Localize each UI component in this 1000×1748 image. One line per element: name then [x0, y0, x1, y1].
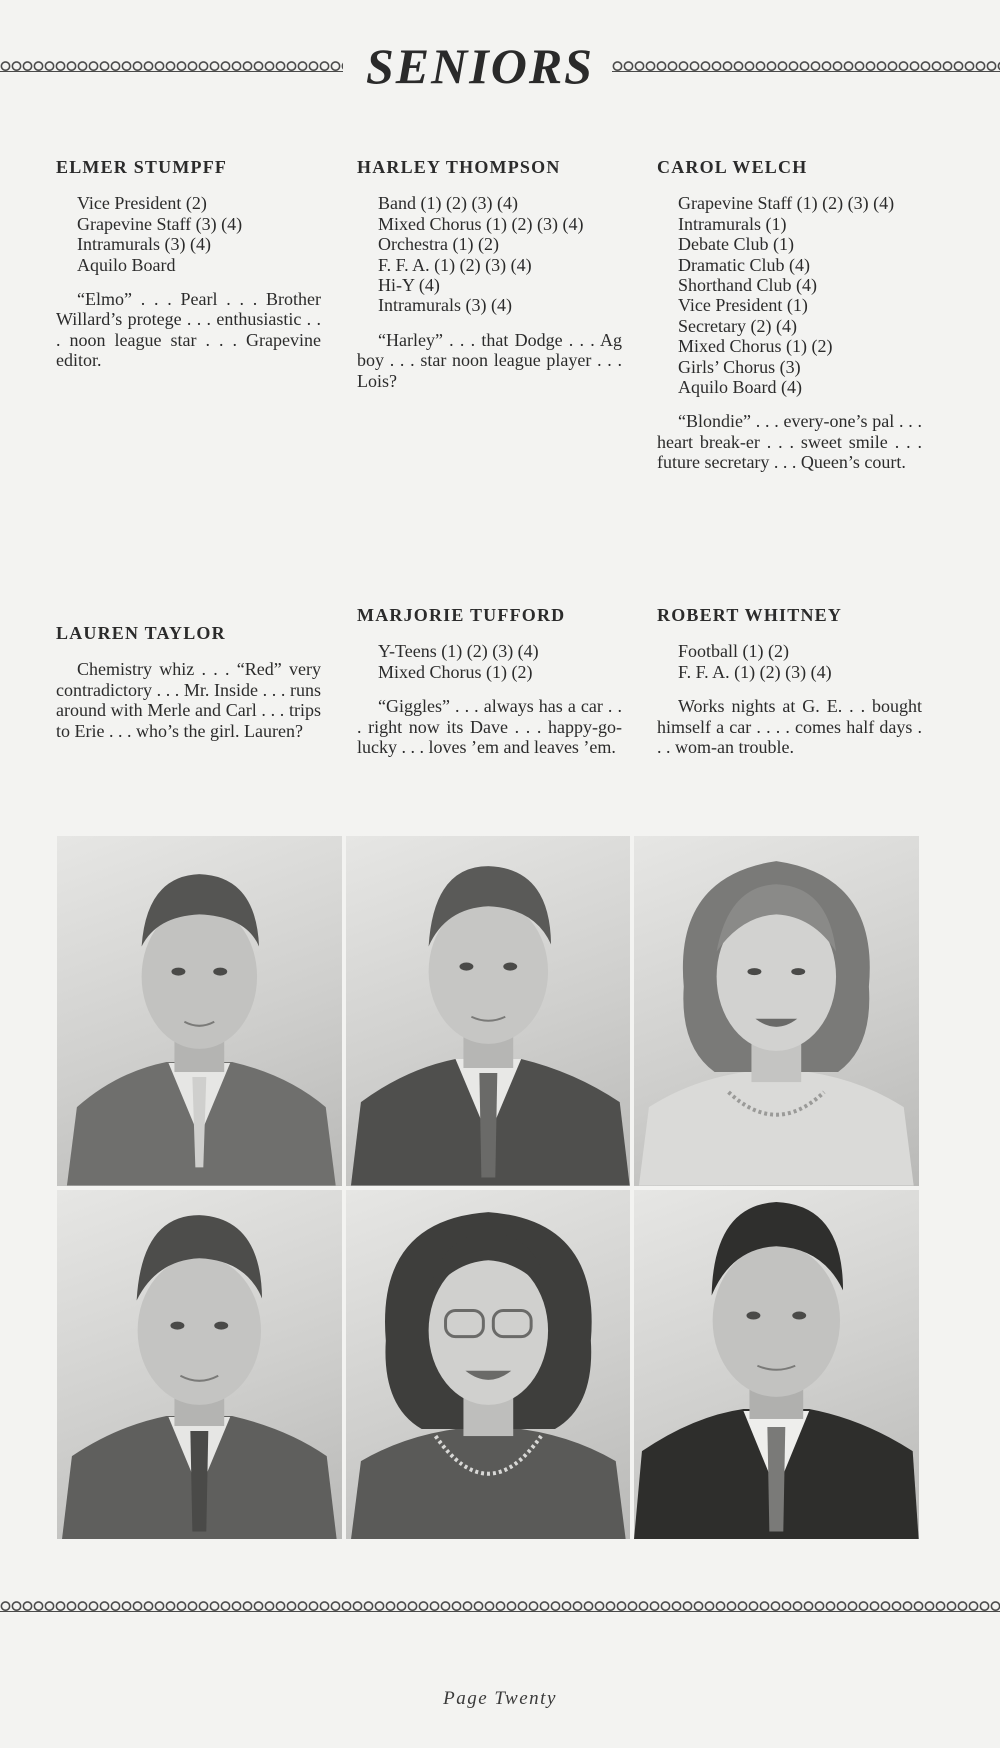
senior-entry-harley-thompson [357, 157, 622, 391]
senior-name: CAROL WELCH [657, 157, 808, 177]
senior-description: Works nights at G. E. . . bought himself a car . . . . comes half days . . . wom-an trouble. [657, 696, 922, 758]
activity-item: Dramatic Club (4) [678, 254, 810, 275]
activity-item: Grapevine Staff (3) (4) [77, 213, 243, 234]
activity-item: F. F. A. (1) (2) (3) (4) [378, 254, 532, 275]
activity-item: Intramurals (3) (4) [378, 295, 512, 316]
activity-item: F. F. A. (1) (2) (3) (4) [678, 661, 832, 682]
portrait-photo-carol-welch [634, 836, 919, 1186]
portrait-photo-marjorie-tufford [346, 1190, 631, 1540]
portrait-image [346, 836, 631, 1186]
portrait-image [634, 836, 919, 1186]
activity-item: Y-Teens (1) (2) (3) (4) [378, 641, 539, 662]
senior-name: ROBERT WHITNEY [657, 605, 843, 625]
activity-item: Debate Club (1) [678, 234, 794, 255]
top-ornament-right [612, 58, 1000, 72]
senior-entry-robert-whitney [657, 605, 922, 757]
portrait-grid [57, 836, 919, 1539]
activity-item: Vice President (2) [77, 193, 207, 214]
portrait-image [346, 1190, 631, 1540]
page-number: Page Twenty [443, 1688, 557, 1709]
activity-item: Vice President (1) [678, 295, 808, 316]
activity-item: Grapevine Staff (1) (2) (3) (4) [678, 193, 895, 214]
portrait-image [57, 1190, 342, 1540]
senior-entry-carol-welch [657, 157, 922, 473]
senior-description: “Giggles” . . . always has a car . . . right now its Dave . . . happy-go-lucky . . . loves ’em and leaves ’em. [357, 696, 622, 758]
activity-item: Girls’ Chorus (3) [678, 356, 801, 377]
activity-item: Aquilo Board [77, 254, 176, 275]
activity-item: Football (1) (2) [678, 641, 789, 662]
senior-name: HARLEY THOMPSON [357, 157, 561, 177]
senior-entry-elmer-stumpff [56, 157, 321, 371]
portrait-image [634, 1190, 919, 1540]
portrait-photo-elmer-stumpff [57, 836, 342, 1186]
senior-name: ELMER STUMPFF [56, 157, 228, 177]
activity-item: Shorthand Club (4) [678, 275, 817, 296]
activity-item: Mixed Chorus (1) (2) (3) (4) [378, 213, 584, 234]
activity-list [56, 193, 321, 275]
activity-list [357, 193, 622, 315]
activity-item: Band (1) (2) (3) (4) [378, 193, 518, 214]
portrait-photo-lauren-taylor [57, 1190, 342, 1540]
activity-list [357, 641, 622, 682]
activity-item: Secretary (2) (4) [678, 315, 797, 336]
top-ornament-left [0, 58, 343, 72]
activity-item: Aquilo Board (4) [678, 377, 802, 398]
page-title: SENIORS [366, 38, 594, 94]
activity-item: Intramurals (1) [678, 213, 787, 234]
senior-description: “Blondie” . . . every-one’s pal . . . heart break-er . . . sweet smile . . . future secretary . . . Queen’s court. [657, 411, 922, 473]
activity-item: Mixed Chorus (1) (2) [378, 661, 533, 682]
activity-item: Intramurals (3) (4) [77, 234, 211, 255]
senior-entry-lauren-taylor [56, 623, 321, 741]
activity-item: Hi-Y (4) [378, 275, 440, 296]
activity-item: Orchestra (1) (2) [378, 234, 499, 255]
senior-description: “Harley” . . . that Dodge . . . Ag boy . . . star noon league player . . . Lois? [357, 329, 622, 391]
senior-name: LAUREN TAYLOR [56, 623, 226, 643]
portrait-image [57, 836, 342, 1186]
senior-name: MARJORIE TUFFORD [357, 605, 566, 625]
bottom-ornament [0, 1598, 1000, 1612]
activity-item: Mixed Chorus (1) (2) [678, 336, 833, 357]
activity-list [657, 193, 922, 397]
senior-description: “Elmo” . . . Pearl . . . Brother Willard’s protege . . . enthusiastic . . . noon league star . . . Grapevine editor. [56, 289, 321, 371]
portrait-photo-robert-whitney [634, 1190, 919, 1540]
senior-description: Chemistry whiz . . . “Red” very contradictory . . . Mr. Inside . . . runs around with Merle and Carl . . . trips to Erie . . . who’s the girl. Lauren? [56, 659, 321, 741]
portrait-photo-harley-thompson [346, 836, 631, 1186]
activity-list [657, 641, 922, 682]
senior-entry-marjorie-tufford [357, 605, 622, 757]
